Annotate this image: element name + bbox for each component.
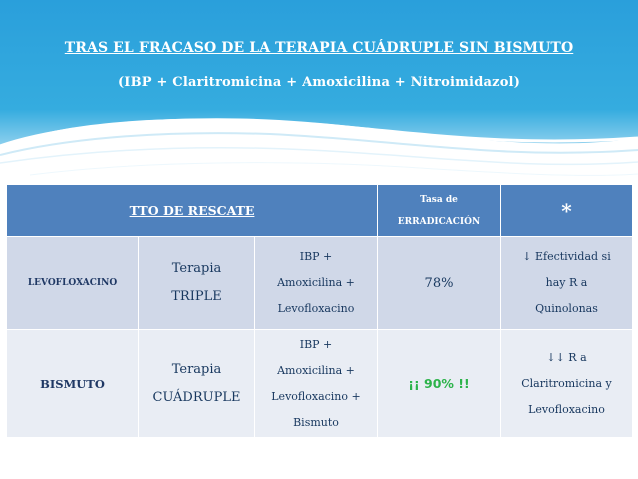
row-drug-list (255, 237, 378, 330)
drug-item: IBP + (299, 337, 333, 351)
row-name-bismuto: BISMUTO (7, 330, 139, 438)
header-tto-de-rescate: TTO DE RESCATE (7, 185, 378, 237)
slide-header (0, 0, 638, 185)
header-wave-background (0, 0, 638, 185)
header-tasa-line2: ERRADICACIÓN (397, 216, 481, 227)
slide-subtitle: (IBP + Claritromicina + Amoxicilina + Nitroimidazol) (117, 75, 521, 90)
drug-item: Amoxicilina + (277, 363, 355, 377)
rescue-treatment-table (6, 184, 633, 438)
header-tasa-erradicacion (378, 185, 501, 237)
drug-item: Amoxicilina + (277, 276, 355, 289)
table-header-row (7, 185, 633, 237)
row-therapy-type (139, 330, 255, 438)
header-asterisk: * (501, 185, 633, 237)
note-line: ↓↓ R a (546, 350, 587, 364)
table-row (7, 330, 633, 438)
row-note (501, 330, 633, 438)
slide-title: TRAS EL FRACASO DE LA TERAPIA CUÁDRUPLE SIN BISMUTO (64, 40, 574, 56)
header-tasa-line1: Tasa de (420, 194, 458, 205)
note-line: hay R a (545, 276, 588, 289)
row-therapy-type (139, 237, 255, 330)
drug-item: Levofloxacino + (271, 389, 361, 403)
therapy-type-line1: Terapia (171, 261, 222, 276)
row-note (501, 237, 633, 330)
therapy-type-line2: CUÁDRUPLE (152, 389, 241, 405)
drug-item: IBP + (299, 250, 333, 263)
row-name-levofloxacino: LEVOFLOXACINO (7, 237, 139, 330)
therapy-type-line1: Terapia (171, 361, 222, 377)
row-eradication-rate: 78% (378, 237, 501, 330)
row-eradication-rate-highlight: ¡¡ 90% !! (378, 330, 501, 438)
drug-item: Levofloxacino (277, 302, 355, 315)
note-line: Claritromicina y (521, 376, 612, 390)
note-line: ↓ Efectividad si (522, 250, 611, 263)
drug-item: Bismuto (293, 415, 339, 429)
therapy-type-line2: TRIPLE (171, 289, 222, 304)
row-drug-list (255, 330, 378, 438)
table-row (7, 237, 633, 330)
note-line: Quinolonas (535, 302, 598, 315)
note-line: Levofloxacino (528, 402, 605, 416)
